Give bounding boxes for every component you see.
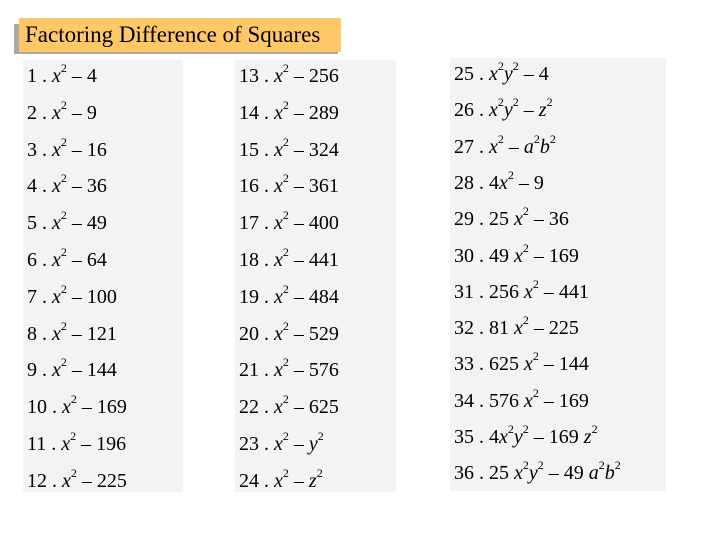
problem-item: 23 . $x^2 - y^2$ [239, 429, 324, 455]
problem-item: 26 . $x^2y^2 - z^2$ [454, 95, 553, 122]
problem-item: 30 . 49 $x^2 - 169$ [454, 240, 579, 267]
problem-item: 3 . $x^2 - 16$ [27, 134, 107, 161]
problem-item: 1 . $x^2 - 4$ [27, 61, 97, 87]
problem-item: 21 . $x^2 - 576$ [239, 355, 339, 382]
problem-column-2 [235, 60, 396, 492]
problem-item: 10 . $x^2 - 169$ [27, 392, 127, 419]
problem-item: 24 . $x^2 - z^2$ [239, 465, 323, 492]
problem-item: 2 . $x^2 - 9$ [27, 97, 97, 124]
problem-item: 33 . 625 $x^2 - 144$ [454, 349, 589, 376]
problem-item: 35 . $4x^2y^2 - 169$ $z^2$ [454, 422, 598, 448]
problem-item: 31 . 256 $x^2 - 441$ [454, 276, 589, 303]
problem-item: 11 . $x^2 - 196$ [27, 429, 127, 455]
problem-item: 20 . $x^2 - 529$ [239, 318, 339, 345]
problem-item: 28 . $4x^2 - 9$ [454, 167, 544, 194]
problem-item: 17 . $x^2 - 400$ [239, 208, 339, 235]
problem-item: 8 . $x^2 - 121$ [27, 318, 117, 345]
problem-item: 36 . 25 $x^2y^2 - 49$ $a^2b^2$ [454, 458, 621, 485]
problem-column-3 [450, 58, 666, 491]
problem-item: 6 . $x^2 - 64$ [27, 245, 107, 271]
problem-item: 13 . $x^2 - 256$ [239, 61, 339, 87]
problem-item: 12 . $x^2 - 225$ [27, 465, 127, 492]
problem-column-1 [23, 60, 183, 492]
problem-item: 18 . $x^2 - 441$ [239, 245, 339, 271]
problem-item: 7 . $x^2 - 100$ [27, 281, 117, 308]
problem-item: 9 . $x^2 - 144$ [27, 355, 117, 382]
problem-item: 5 . $x^2 - 49$ [27, 208, 107, 235]
problem-item: 16 . $x^2 - 361$ [239, 171, 339, 198]
problem-item: 27 . $x^2 - a^2b^2$ [454, 131, 556, 158]
problem-item: 19 . $x^2 - 484$ [239, 281, 339, 308]
problem-item: 29 . 25 $x^2 - 36$ [454, 204, 569, 231]
problem-item: 32 . 81 $x^2 - 225$ [454, 313, 579, 340]
problem-item: 14 . $x^2 - 289$ [239, 97, 339, 124]
problem-item: 4 . $x^2 - 36$ [27, 171, 107, 198]
problem-item: 22 . $x^2 - 625$ [239, 392, 339, 419]
problem-item: 34 . 576 $x^2 - 169$ [454, 385, 589, 412]
page-title: Factoring Difference of Squares [19, 18, 341, 52]
problem-item: 15 . $x^2 - 324$ [239, 134, 339, 161]
problem-item: 25 . $x^2y^2 - 4$ [454, 59, 549, 85]
